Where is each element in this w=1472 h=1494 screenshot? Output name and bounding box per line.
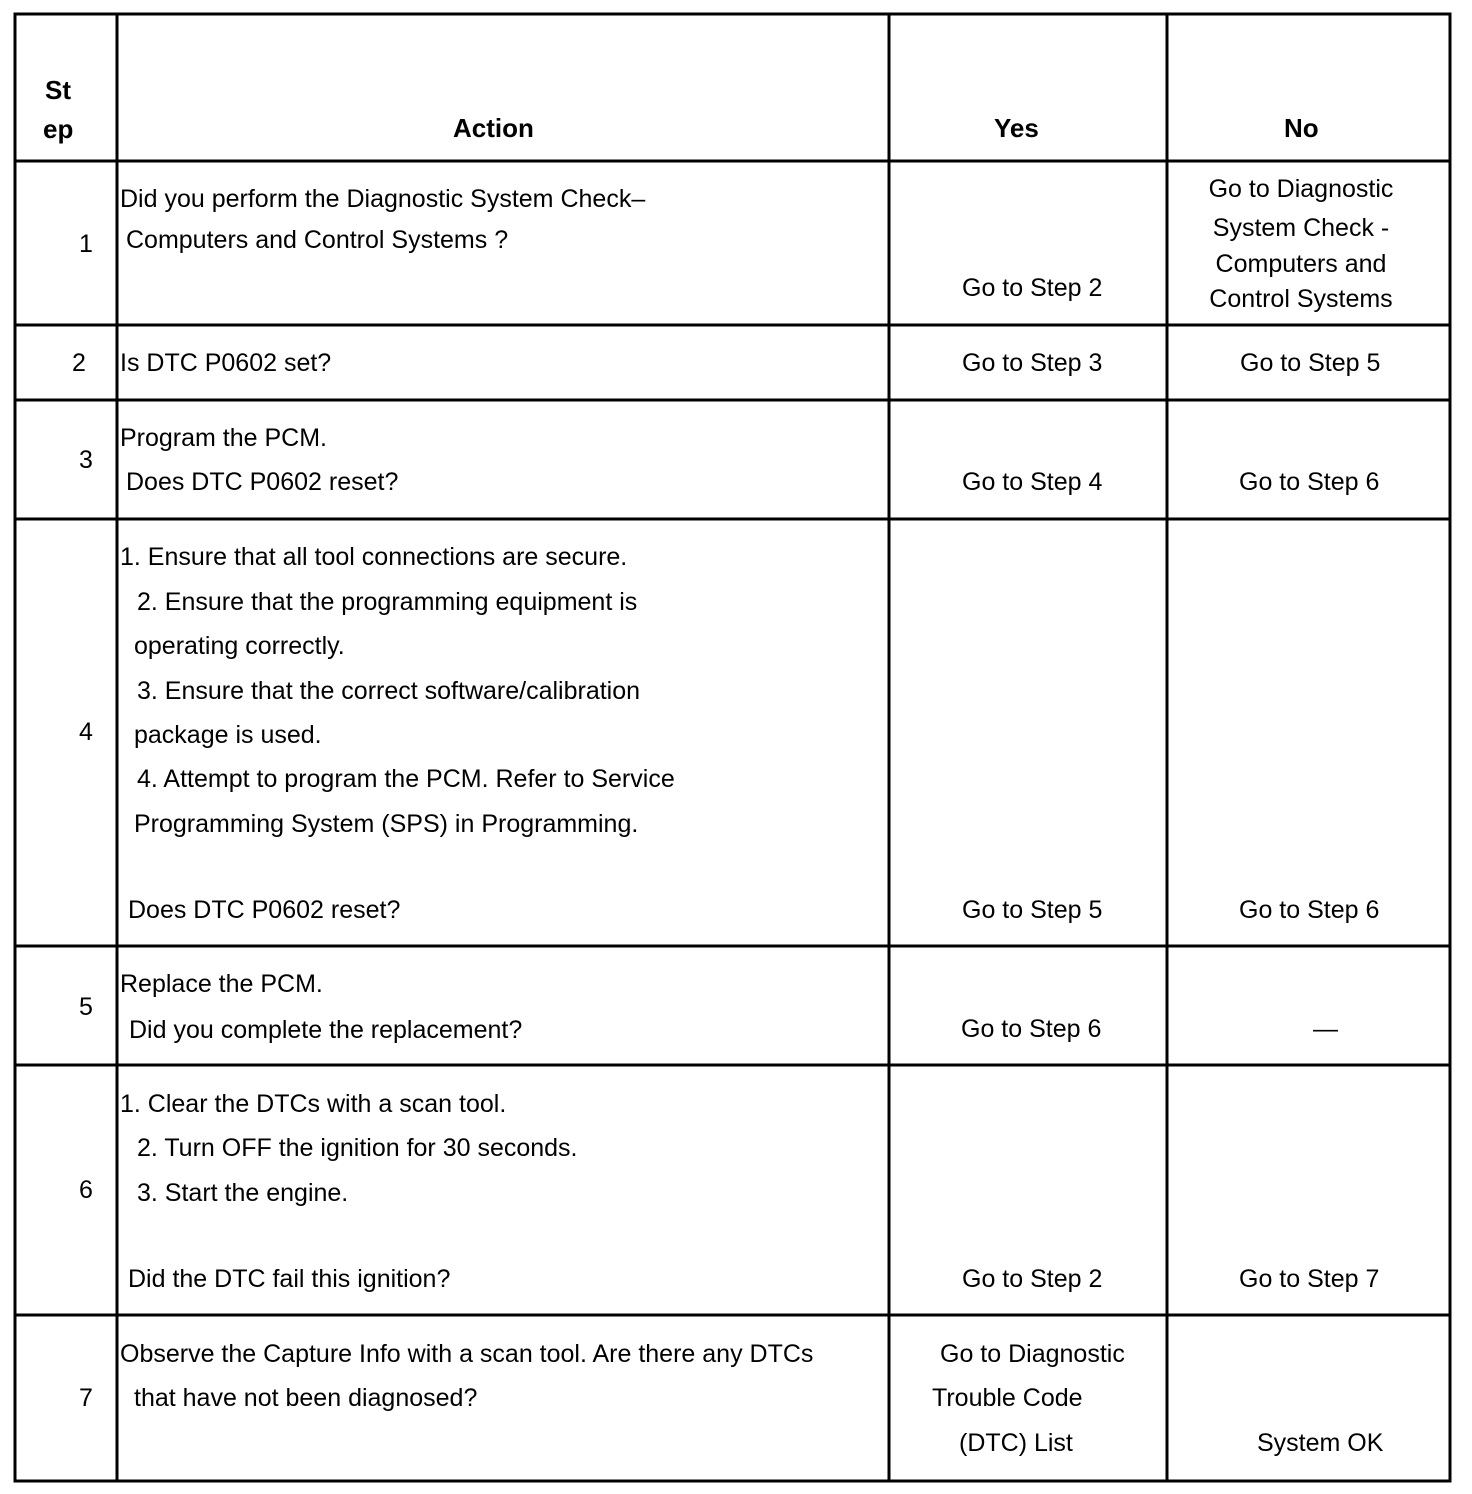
action-text: that have not been diagnosed? xyxy=(134,1384,478,1412)
step-number: 3 xyxy=(79,446,93,474)
action-text: 3. Start the engine. xyxy=(137,1179,349,1207)
yes-outcome: Go to Step 2 xyxy=(962,274,1103,302)
no-outcome: System Check - xyxy=(1212,214,1390,242)
no-outcome: Go to Step 5 xyxy=(1240,349,1381,377)
yes-outcome: Go to Step 2 xyxy=(962,1265,1103,1293)
action-text: operating correctly. xyxy=(134,632,345,660)
action-text: Does DTC P0602 reset? xyxy=(126,468,399,496)
no-outcome: System OK xyxy=(1257,1429,1384,1457)
action-text: 1. Ensure that all tool connections are secure. xyxy=(120,543,628,571)
action-text: Did the DTC fail this ignition? xyxy=(128,1265,451,1293)
action-text: Computers and Control Systems ? xyxy=(126,226,509,254)
action-text: Observe the Capture Info with a scan tool. Are there any DTCs xyxy=(120,1340,814,1368)
step-number: 6 xyxy=(79,1176,93,1204)
step-number: 4 xyxy=(79,718,93,746)
yes-outcome: Trouble Code xyxy=(932,1384,1083,1412)
action-text: 1. Clear the DTCs with a scan tool. xyxy=(120,1090,507,1118)
no-outcome: Go to Step 7 xyxy=(1239,1265,1380,1293)
step-number: 2 xyxy=(72,349,86,377)
no-outcome: Control Systems xyxy=(1209,285,1393,313)
action-text: Is DTC P0602 set? xyxy=(120,349,332,377)
no-outcome: Go to Step 6 xyxy=(1239,896,1380,924)
yes-outcome: (DTC) List xyxy=(959,1429,1073,1457)
action-text: 3. Ensure that the correct software/calibration xyxy=(137,677,641,705)
no-outcome: Go to Diagnostic xyxy=(1208,175,1394,203)
step-number: 1 xyxy=(79,230,93,258)
step-number: 7 xyxy=(79,1384,93,1412)
action-text: Does DTC P0602 reset? xyxy=(128,896,401,924)
no-outcome: Go to Step 6 xyxy=(1239,468,1380,496)
yes-outcome: Go to Step 3 xyxy=(962,349,1103,377)
action-text: 2. Ensure that the programming equipment is xyxy=(137,588,638,616)
action-text: Program the PCM. xyxy=(120,424,328,452)
yes-outcome: Go to Step 4 xyxy=(962,468,1103,496)
yes-outcome: Go to Step 6 xyxy=(961,1015,1102,1043)
yes-outcome: Go to Diagnostic xyxy=(940,1340,1125,1368)
action-text: Programming System (SPS) in Programming. xyxy=(134,810,639,838)
no-outcome: — xyxy=(1313,1015,1338,1043)
action-text: 2. Turn OFF the ignition for 30 seconds. xyxy=(137,1134,578,1162)
header-step-line2: ep xyxy=(43,114,74,144)
header-action: Action xyxy=(453,113,534,143)
header-yes: Yes xyxy=(994,113,1039,143)
header-step-line1: St xyxy=(45,75,71,105)
step-number: 5 xyxy=(79,993,93,1021)
action-text: Did you complete the replacement? xyxy=(129,1016,523,1044)
header-no: No xyxy=(1284,113,1319,143)
yes-outcome: Go to Step 5 xyxy=(962,896,1103,924)
action-text: Replace the PCM. xyxy=(120,970,323,998)
action-text: Did you perform the Diagnostic System Check– xyxy=(120,185,646,213)
no-outcome: Computers and xyxy=(1215,250,1387,278)
action-text: package is used. xyxy=(134,721,322,749)
action-text: 4. Attempt to program the PCM. Refer to Service xyxy=(137,765,675,793)
